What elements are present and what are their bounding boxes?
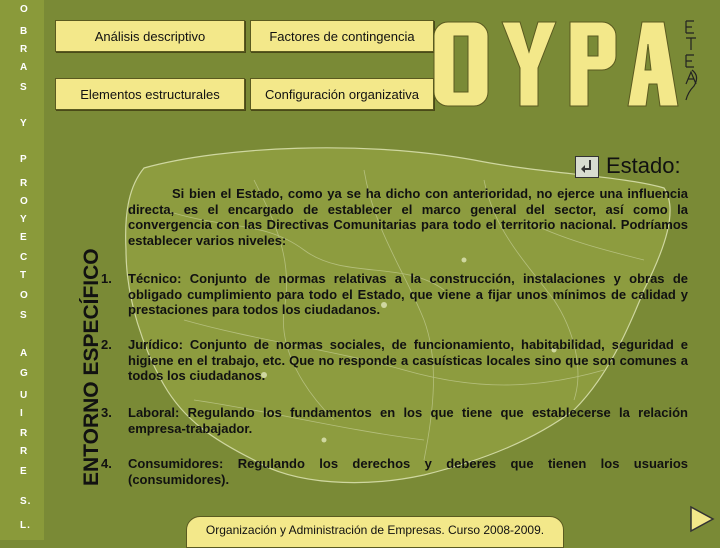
side-letter: O: [20, 290, 29, 301]
side-letter: R: [20, 44, 29, 55]
nav-analisis-button[interactable]: [55, 20, 245, 52]
side-letter: R: [20, 178, 29, 189]
side-letter: O: [20, 4, 29, 15]
side-letter: Y: [20, 118, 28, 129]
nav-configuracion-button[interactable]: [250, 78, 434, 110]
item-1-number: 1.: [101, 271, 112, 286]
nav-analisis-label: Análisis descriptivo: [94, 28, 206, 44]
side-letter: P: [20, 154, 28, 165]
item-1-text: Técnico: Conjunto de normas relativas a la construcción, instalaciones y obras de obligado cumplimiento para todo el Estado, que viene a fijar unos mínimos de calidad y prestaciones para todos los ciudadanos.: [128, 271, 688, 317]
nav-elementos-label: Elementos estructurales: [80, 86, 220, 102]
vertical-title: [76, 148, 104, 488]
side-letter: S: [20, 82, 28, 93]
item-2-text: Jurídico: Conjunto de normas sociales, de funcionamiento, habitabilidad, seguridad e higiene en el trabajo, etc. Que no responde a casuísticas locales sino que son comunes a todos los ciudadanos.: [128, 337, 688, 383]
side-letter: I: [20, 408, 24, 419]
oypa-logo: [430, 18, 702, 110]
nav-configuracion-label: Configuración organizativa: [265, 86, 419, 102]
next-arrow-icon[interactable]: [688, 504, 716, 534]
footer: Organización y Administración de Empresas. Curso 2008-2009.: [186, 516, 564, 548]
estado-intro: Si bien el Estado, como ya se ha dicho con anterioridad, no ejerce una influencia directa, es el encargado de establecer el marco general del sector, así como la convergencia con las Directivas Comunitarias para todo el territorio nacional. Podríamos establecer varios niveles:: [128, 186, 688, 248]
side-letter: S: [20, 310, 28, 321]
side-letter: R: [20, 446, 29, 457]
side-letter: U: [20, 390, 29, 401]
vertical-title-text: ENTORNO ESPECÍFICO: [80, 248, 103, 486]
side-letter: O: [20, 196, 29, 207]
return-icon[interactable]: [575, 156, 599, 178]
side-letter: L.: [20, 520, 31, 531]
item-3-text: Laboral: Regulando los fundamentos en los que tiene que establecerse la relación empresa-trabajador.: [128, 405, 688, 436]
side-letter: E: [20, 466, 28, 477]
nav-elementos-button[interactable]: [55, 78, 245, 110]
item-4-text: Consumidores: Regulando los derechos y deberes que tienen los usuarios (consumidores).: [128, 456, 688, 487]
side-letter: T: [20, 270, 28, 281]
side-letter: B: [20, 26, 29, 37]
estado-title: Estado:: [606, 153, 681, 178]
side-letter: Y: [20, 214, 28, 225]
item-4-number: 4.: [101, 456, 112, 471]
side-letter: A: [20, 348, 29, 359]
nav-factores-label: Factores de contingencia: [269, 28, 415, 44]
item-3-number: 3.: [101, 405, 112, 420]
side-letter: E: [20, 232, 28, 243]
item-2-number: 2.: [101, 337, 112, 352]
side-letter: G: [20, 368, 29, 379]
side-letter: S.: [20, 496, 32, 507]
nav-factores-button[interactable]: [250, 20, 434, 52]
side-letter: A: [20, 62, 29, 73]
side-letter: R: [20, 428, 29, 439]
side-letter: C: [20, 252, 29, 263]
etea-mark: [686, 21, 697, 100]
